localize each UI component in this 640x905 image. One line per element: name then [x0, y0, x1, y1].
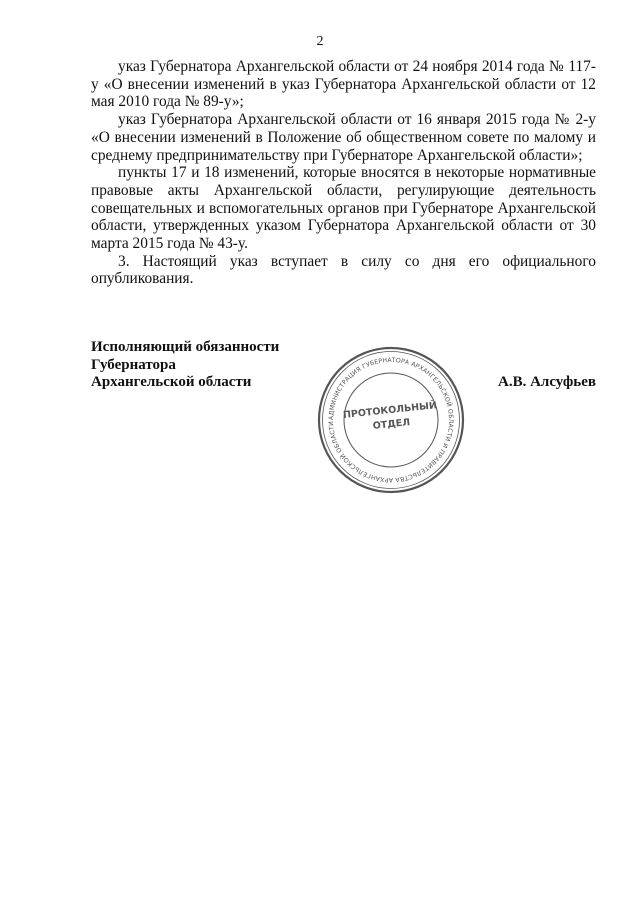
seal-center-line1: ПРОТОКОЛЬНЫЙ [342, 400, 438, 421]
document-body [91, 58, 596, 288]
seal-graphic [313, 340, 466, 495]
signatory-name: А.В. Алсуфьев [498, 374, 596, 390]
page-number: 2 [316, 34, 324, 49]
signatory-position-line: Губернатора [91, 356, 176, 373]
paragraph-items-17-18: пункты 17 и 18 изменений, которые вносятся в некоторые нормативные правовые акты Архангельской области, регулирующие деятельность совещательных и вспомогательных органов при Губернаторе Архангельской области, утвержденных указом Губернатора Архангельской области от 30 марта 2015 года № 43-у. [91, 164, 596, 253]
signatory-position [91, 339, 279, 392]
paragraph-decree-117: указ Губернатора Архангельской области от 24 ноября 2014 года № 117-у «О внесении изменений в указ Губернатора Архангельской области от 12 мая 2010 года № 89-у»; [91, 58, 596, 111]
seal-ring-text: АДМИНИСТРАЦИЯ ГУБЕРНАТОРА АРХАНГЕЛЬСКОЙ ОБЛАСТИ И ПРАВИТЕЛЬСТВА АРХАНГЕЛЬСКОЙ ОБЛАСТИ • ДЕПАРТАМЕНТ ОРГАНИЗАЦИОННОГО И ДОКУМЕНТАЦИОННОГО ОБЕСПЕЧЕНИЯ • [313, 340, 455, 484]
signatory-position-line: Архангельской области [91, 374, 252, 390]
paragraph-entry-into-force: 3. Настоящий указ вступает в силу со дня его официального опубликования. [91, 252, 596, 288]
seal-center-line2: ОТДЕЛ [372, 417, 411, 432]
official-seal-stamp [313, 340, 466, 495]
signatory-position-line: Исполняющий обязанности [91, 339, 280, 355]
paragraph-decree-2: указ Губернатора Архангельской области от 16 января 2015 года № 2-у «О внесении изменений в Положение об общественном совете по малому и среднему предпринимательству при Губернаторе Архангельской области»; [91, 111, 596, 164]
